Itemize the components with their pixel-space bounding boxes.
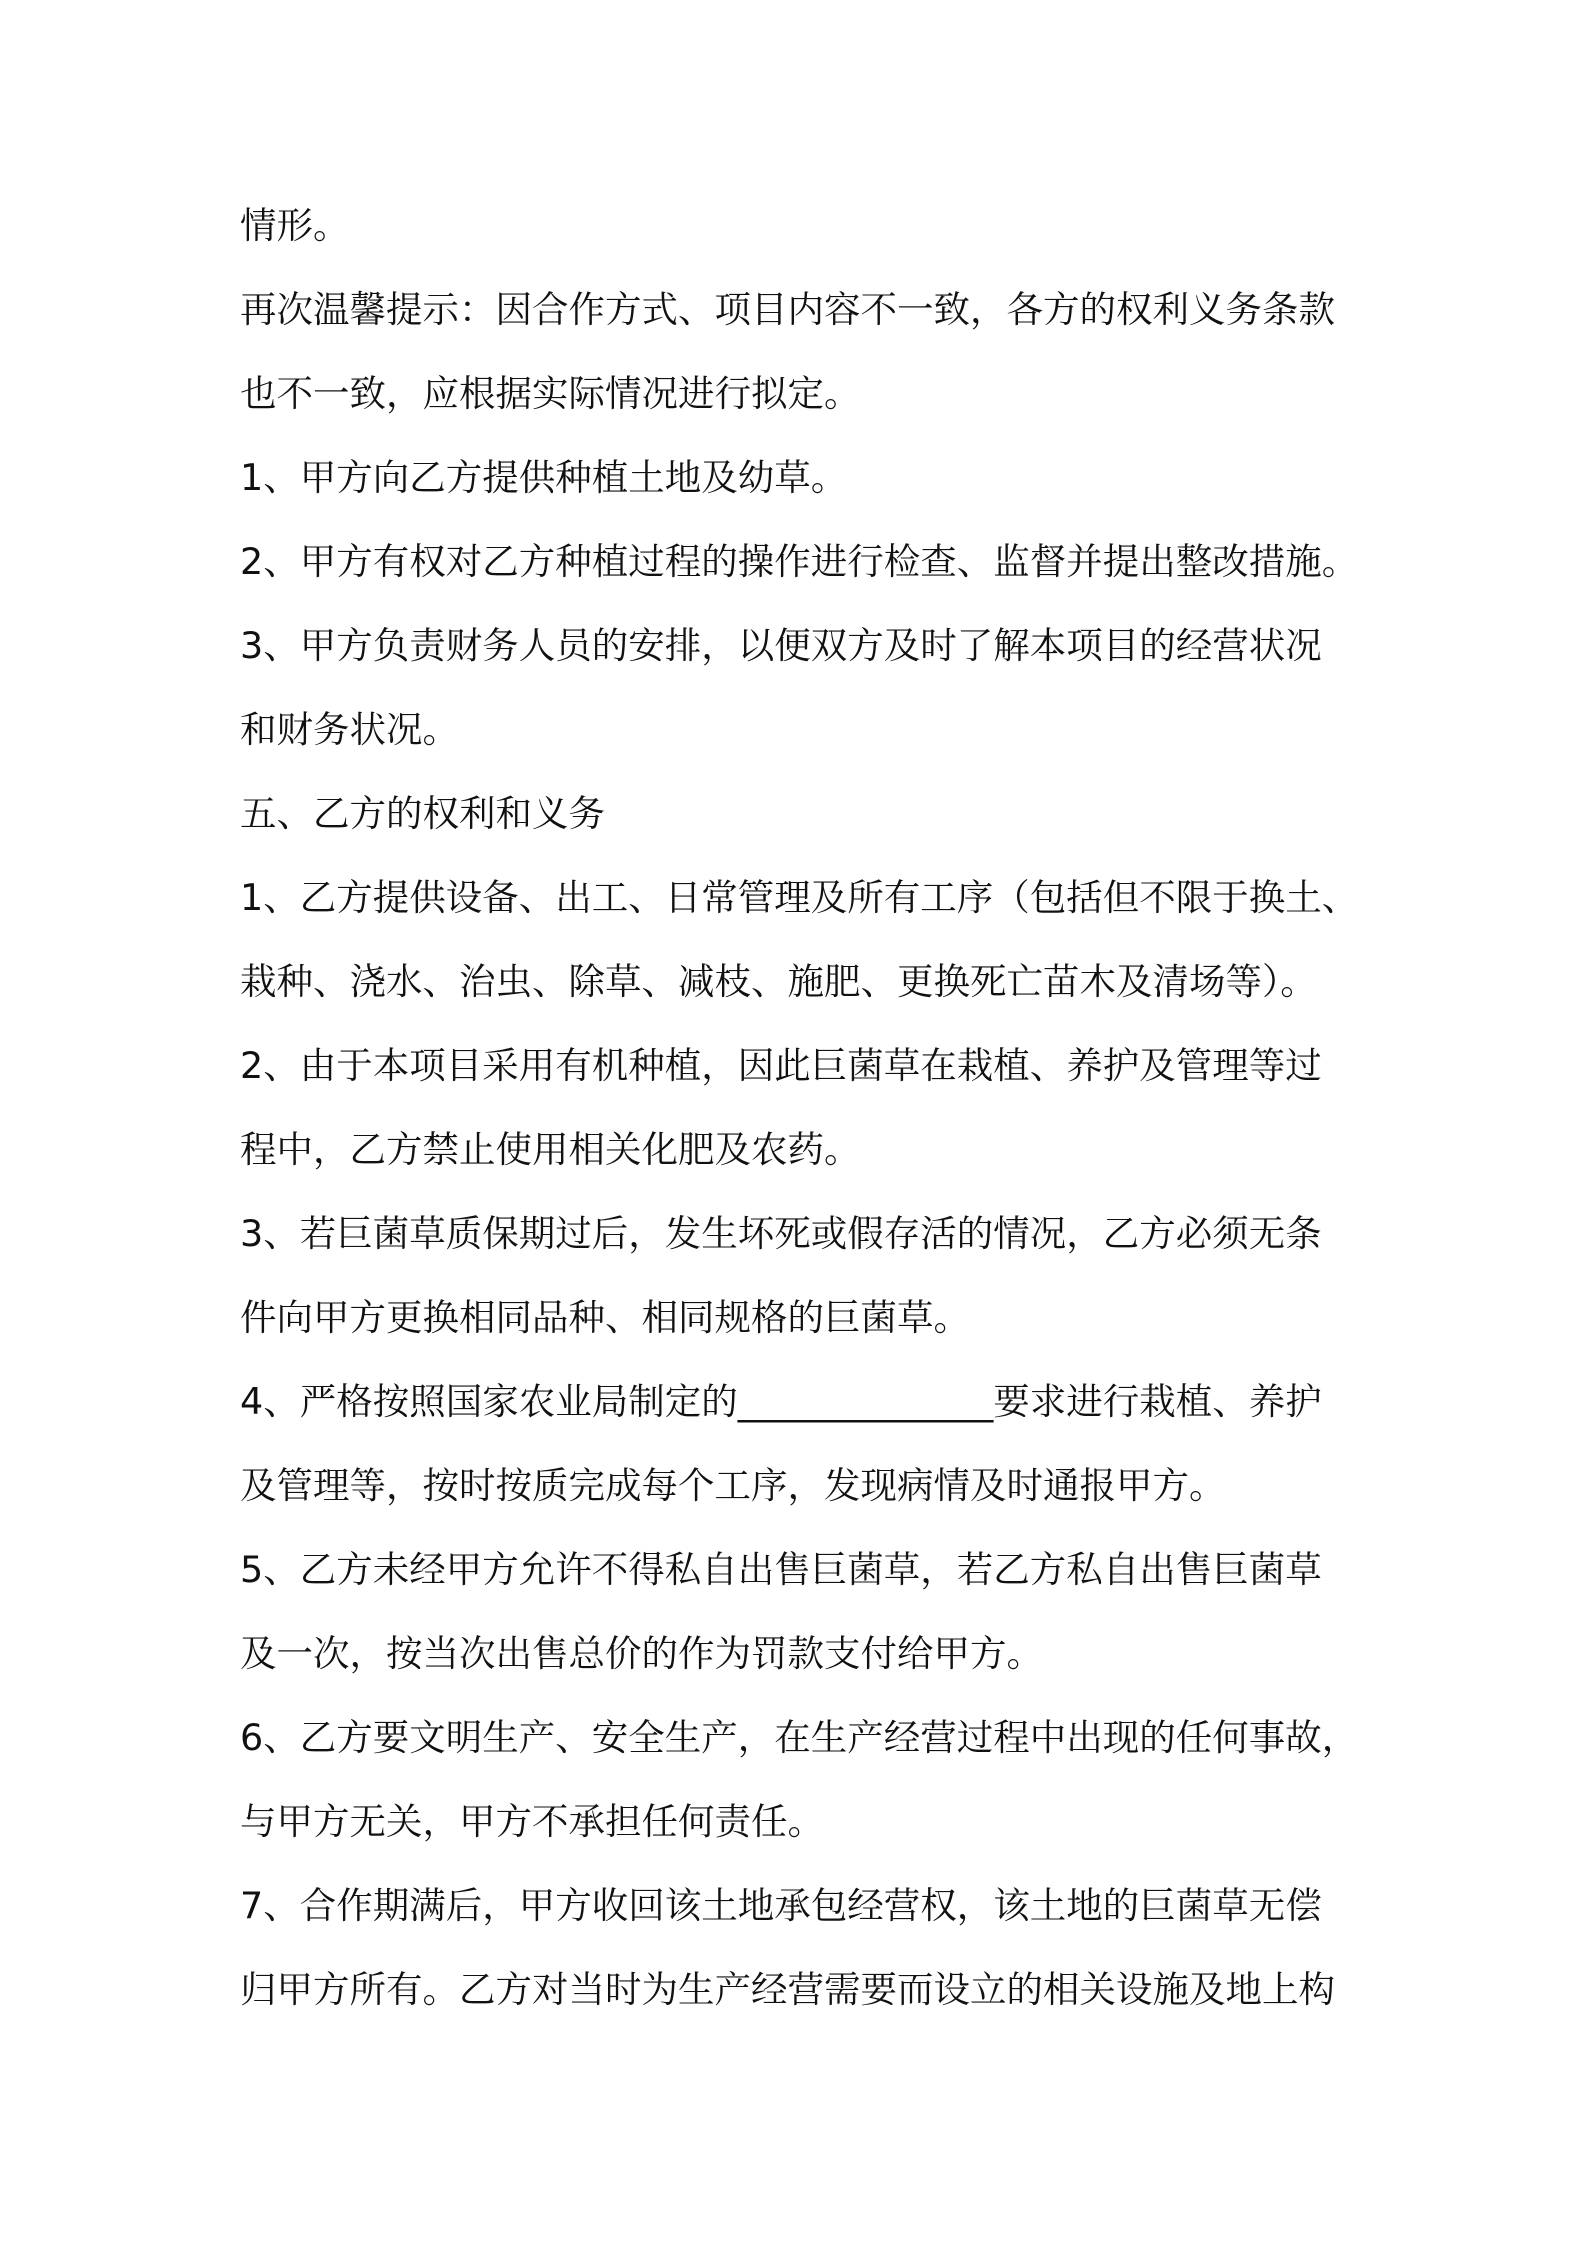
text-line: 程中，乙方禁止使用相关化肥及农药。 — [240, 1128, 861, 1171]
text-line: 7、合作期满后，甲方收回该土地承包经营权，该土地的巨菌草无偿 — [240, 1884, 1322, 1927]
section-heading: 五、乙方的权利和义务 — [240, 792, 605, 835]
text-line: 归甲方所有。乙方对当时为生产经营需要而设立的相关设施及地上构 — [240, 1968, 1335, 2011]
text-line: 1、甲方向乙方提供种植土地及幼草。 — [240, 456, 848, 499]
text-line: 3、甲方负责财务人员的安排，以便双方及时了解本项目的经营状况 — [240, 624, 1322, 667]
text-line: 栽种、浇水、治虫、除草、减枝、施肥、更换死亡苗木及清场等）。 — [240, 960, 1317, 1003]
text-line: 3、若巨菌草质保期过后，发生坏死或假存活的情况，乙方必须无条 — [240, 1212, 1322, 1255]
text-line: 4、严格按照国家农业局制定的______________要求进行栽植、养护 — [240, 1380, 1322, 1423]
text-line: 及一次，按当次出售总价的作为罚款支付给甲方。 — [240, 1632, 1043, 1675]
text-line: 和财务状况。 — [240, 708, 459, 751]
text-line: 也不一致，应根据实际情况进行拟定。 — [240, 372, 861, 415]
text-line: 1、乙方提供设备、出工、日常管理及所有工序（包括但不限于换土、 — [240, 876, 1359, 919]
text-line: 情形。 — [240, 204, 350, 247]
text-line: 6、乙方要文明生产、安全生产，在生产经营过程中出现的任何事故， — [240, 1716, 1359, 1759]
text-line: 5、乙方未经甲方允许不得私自出售巨菌草，若乙方私自出售巨菌草 — [240, 1548, 1322, 1591]
text-line: 及管理等，按时按质完成每个工序，发现病情及时通报甲方。 — [240, 1464, 1226, 1507]
text-line: 2、由于本项目采用有机种植，因此巨菌草在栽植、养护及管理等过 — [240, 1044, 1322, 1087]
text-line: 再次温馨提示：因合作方式、项目内容不一致，各方的权利义务条款 — [240, 288, 1335, 331]
text-line: 与甲方无关，甲方不承担任何责任。 — [240, 1800, 824, 1843]
text-line: 2、甲方有权对乙方种植过程的操作进行检查、监督并提出整改措施。 — [240, 540, 1359, 583]
text-line: 件向甲方更换相同品种、相同规格的巨菌草。 — [240, 1296, 970, 1339]
